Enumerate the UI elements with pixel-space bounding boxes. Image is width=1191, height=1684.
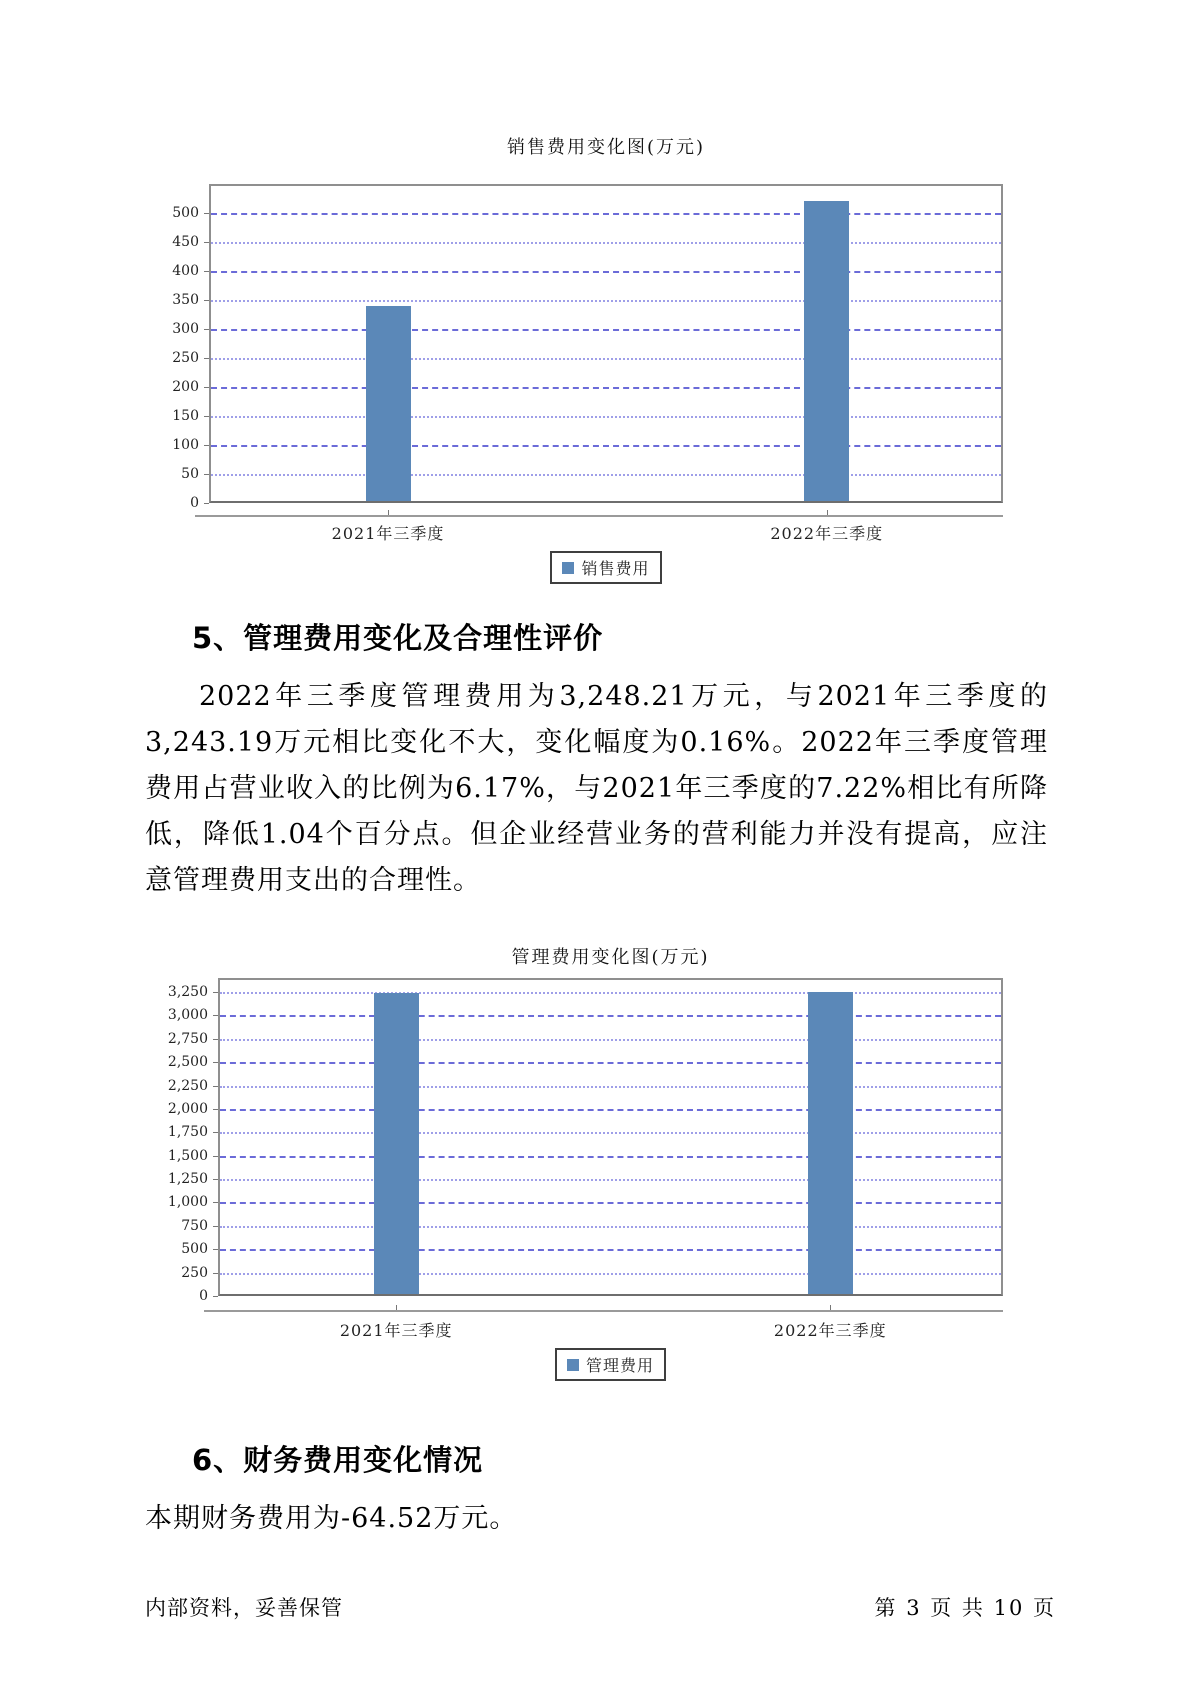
gridline: [211, 474, 1001, 476]
section-5-heading: 5、管理费用变化及合理性评价: [192, 621, 604, 655]
y-axis-label: 2,500: [167, 1054, 208, 1071]
plot-area: [209, 184, 1003, 503]
gridline: [220, 1039, 1001, 1041]
y-axis-label: 1,000: [167, 1194, 208, 1211]
chart-title: 销售费用变化图(万元): [506, 137, 706, 158]
y-axis-label: 750: [181, 1217, 208, 1234]
y-axis-tick: [213, 1226, 218, 1227]
y-axis-tick: [204, 445, 209, 446]
y-axis-label: 400: [172, 263, 199, 279]
y-axis-label: 2,750: [167, 1030, 208, 1047]
x-axis-label: 2022年三季度: [773, 1321, 887, 1340]
y-axis-label: 300: [172, 321, 199, 337]
legend-label: 销售费用: [581, 559, 650, 578]
y-axis-label: 0: [190, 495, 199, 511]
y-axis-label: 3,000: [167, 1007, 208, 1024]
y-axis-tick: [204, 329, 209, 330]
y-axis-label: 1,250: [167, 1171, 208, 1188]
x-axis-tick: [827, 510, 828, 515]
gridline: [211, 329, 1001, 331]
gridline: [220, 1086, 1001, 1088]
gridline: [220, 1273, 1001, 1275]
x-axis-tick: [388, 510, 389, 515]
y-axis-tick: [213, 1273, 218, 1274]
y-axis-label: 500: [181, 1241, 208, 1258]
gridline: [220, 1249, 1001, 1251]
x-axis-tick: [396, 1305, 397, 1310]
y-axis-tick: [213, 1015, 218, 1016]
y-axis-tick: [213, 1249, 218, 1250]
y-axis-label: 500: [172, 205, 199, 221]
y-axis-label: 3,250: [167, 984, 208, 1001]
y-axis-label: 350: [172, 292, 199, 308]
y-axis-tick: [213, 1086, 218, 1087]
legend-box: [550, 551, 661, 584]
y-axis-label: 2,250: [167, 1077, 208, 1094]
gridline: [211, 445, 1001, 447]
y-axis-label: 100: [172, 437, 199, 453]
y-axis-tick: [204, 300, 209, 301]
section-6-paragraph: 本期财务费用为-64.52万元。: [145, 1503, 518, 1534]
y-axis-label: 450: [172, 234, 199, 250]
y-axis-tick: [204, 503, 209, 504]
gridline: [220, 992, 1001, 994]
admin-expense-chart: [0, 930, 1191, 1400]
bar-2022年三季度: [808, 992, 853, 1294]
legend: [218, 1348, 1003, 1381]
gridline: [220, 1132, 1001, 1134]
x-axis-line: [195, 515, 1003, 517]
y-axis-tick: [213, 1062, 218, 1063]
gridline: [211, 213, 1001, 215]
x-axis-label: 2021年三季度: [339, 1321, 453, 1340]
gridline: [211, 387, 1001, 389]
gridline: [220, 1179, 1001, 1181]
bar-2021年三季度: [374, 993, 419, 1294]
y-axis-label: 50: [181, 466, 199, 482]
legend-swatch-icon: [562, 562, 574, 574]
bar-2022年三季度: [804, 201, 849, 501]
y-axis-label: 1,500: [167, 1147, 208, 1164]
x-axis-label: 2022年三季度: [770, 524, 884, 543]
y-axis-label: 150: [172, 408, 199, 424]
y-axis-label: 200: [172, 379, 199, 395]
legend: [209, 551, 1003, 584]
legend-box: [555, 1348, 666, 1381]
gridline: [220, 1156, 1001, 1158]
y-axis-tick: [204, 358, 209, 359]
y-axis-label: 1,750: [167, 1124, 208, 1141]
footer-page-number: 第 3 页 共 10 页: [874, 1596, 1056, 1620]
y-axis-tick: [213, 1202, 218, 1203]
y-axis-label: 2,000: [167, 1100, 208, 1117]
gridline: [211, 271, 1001, 273]
gridline: [220, 1015, 1001, 1017]
gridline: [211, 242, 1001, 244]
y-axis-tick: [204, 474, 209, 475]
y-axis-tick: [213, 1039, 218, 1040]
y-axis-tick: [204, 242, 209, 243]
footer-confidential-note: 内部资料，妥善保管: [145, 1596, 343, 1620]
sales-expense-chart: [0, 125, 1191, 595]
x-axis-line: [204, 1310, 1003, 1312]
y-axis-tick: [204, 213, 209, 214]
y-axis-tick: [213, 1156, 218, 1157]
gridline: [220, 1109, 1001, 1111]
y-axis-tick: [204, 387, 209, 388]
bar-2021年三季度: [366, 306, 411, 501]
chart-title: 管理费用变化图(万元): [511, 947, 710, 968]
legend-swatch-icon: [567, 1359, 579, 1371]
gridline: [220, 1226, 1001, 1228]
gridline: [211, 358, 1001, 360]
gridline: [211, 300, 1001, 302]
y-axis-tick: [213, 992, 218, 993]
y-axis-label: 250: [172, 350, 199, 366]
y-axis-tick: [213, 1109, 218, 1110]
y-axis-tick: [213, 1179, 218, 1180]
section-6-heading: 6、财务费用变化情况: [192, 1443, 484, 1477]
gridline: [220, 1202, 1001, 1204]
y-axis-tick: [213, 1132, 218, 1133]
gridline: [211, 416, 1001, 418]
y-axis-label: 0: [199, 1288, 208, 1304]
x-axis-label: 2021年三季度: [331, 524, 445, 543]
y-axis-tick: [204, 271, 209, 272]
section-5-paragraph: 2022年三季度管理费用为3,248.21万元，与2021年三季度的3,243.19万元相比变化不大，变化幅度为0.16%。2022年三季度管理费用占营业收入的比例为6.17%，与2021年三季度的7.22%相比有所降低，降低1.04个百分点。但企业经营业务的营利能力并没有提高，应注意管理费用支出的合理性。: [145, 681, 1048, 896]
y-axis-tick: [204, 416, 209, 417]
gridline: [220, 1062, 1001, 1064]
legend-label: 管理费用: [585, 1356, 654, 1375]
y-axis-tick: [213, 1296, 218, 1297]
y-axis-label: 250: [181, 1264, 208, 1281]
x-axis-tick: [830, 1305, 831, 1310]
